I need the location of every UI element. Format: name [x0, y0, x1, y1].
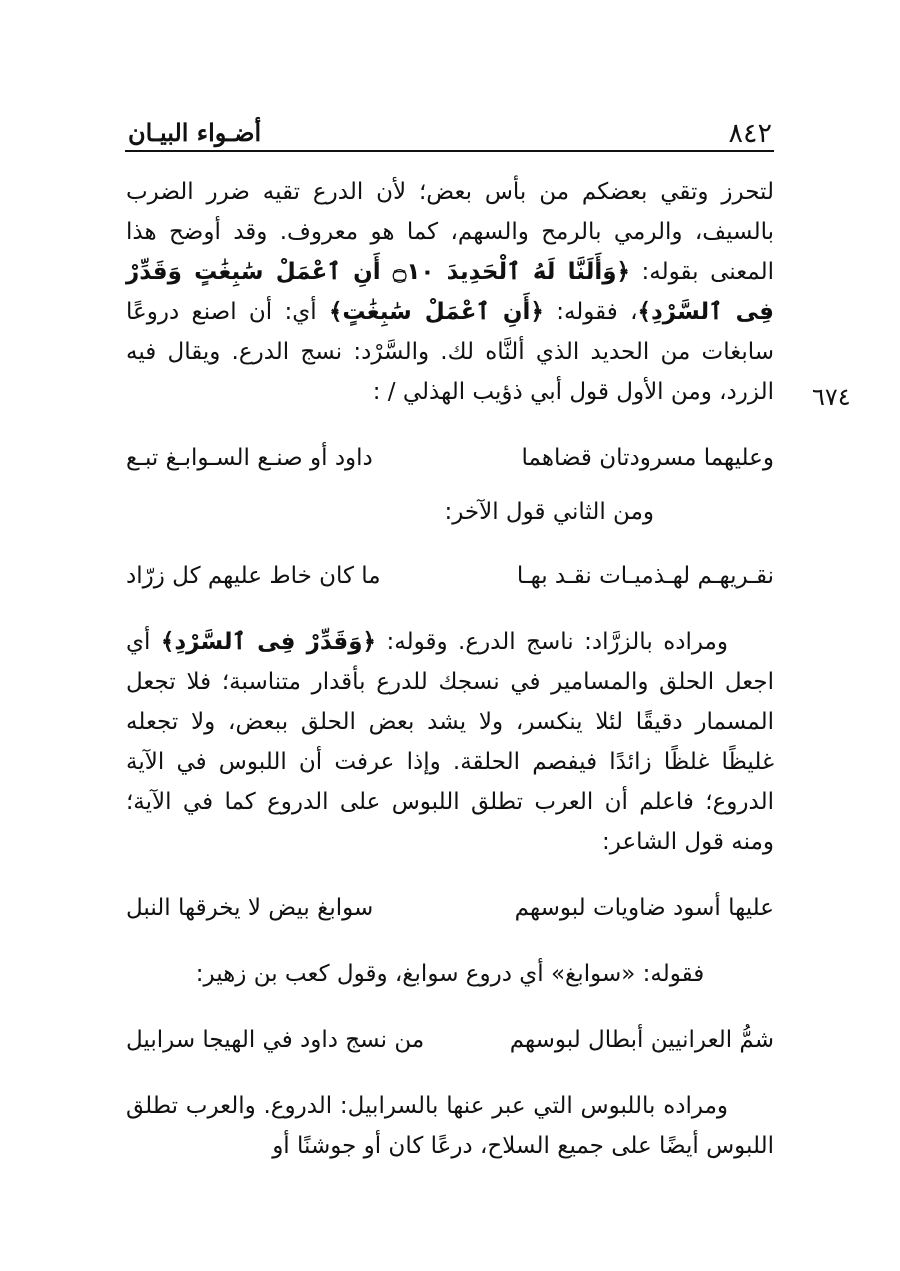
page-body: [126, 172, 774, 1166]
quran-quote-3: ﴿وَقَدِّرْ فِى ٱلسَّرْدِ﴾: [160, 629, 377, 655]
verse-1-second-hemistich: داود أو صنـع السـوابـغ تبـع: [126, 445, 373, 471]
verse-1-first-hemistich: وعليهما مسرودتان قضاهما: [521, 445, 774, 471]
verse-4-first-hemistich: شمُّ العرانيين أبطال لبوسهم: [509, 1027, 774, 1053]
verse-3-first-hemistich: عليها أسود ضاويات لبوسهم: [514, 895, 774, 921]
paragraph-1-text-b: ، فقوله:: [543, 299, 638, 325]
margin-page-marker: ٦٧٤: [812, 383, 851, 411]
poetry-verse-2: [126, 556, 774, 596]
running-title: أضـواء البيـان: [128, 118, 262, 147]
verse-4-second-hemistich: من نسج داود في الهيجا سرابيل: [126, 1027, 425, 1053]
paragraph-2-text-a: ومراده بالزرَّاد: ناسج الدرع. وقوله:: [376, 629, 728, 655]
poetry-verse-3: [126, 888, 774, 928]
verse-3-second-hemistich: سوابغ بيض لا يخرقها النبل: [126, 895, 374, 921]
verse-2-second-hemistich: ما كان خاط عليهم كل زرّاد: [126, 563, 381, 589]
header-rule: [125, 150, 774, 152]
paragraph-3: فقوله: «سوابغ» أي دروع سوابغ، وقول كعب بن زهير:: [195, 961, 705, 987]
paragraph-2: [126, 622, 774, 862]
paragraph-1-text-a: لتحرز وتقي بعضكم من بأس بعض؛ لأن الدرع تقيه ضرر الضرب بالسيف، والرمي بالرمح والسهم، كما هو معروف. وقد أوضح هذا المعنى بقوله:: [126, 179, 774, 285]
paragraph-4: ومراده باللبوس التي عبر عنها بالسرابيل: الدروع. والعرب تطلق اللبوس أيضًا على جميع السلاح، درعًا كان أو جوشنًا أو: [126, 1093, 774, 1159]
poetry-verse-4: [126, 1020, 774, 1060]
verse-2-first-hemistich: نقـريهـم لهـذميـات نقـد بهـا: [516, 563, 774, 589]
poetry-verse-1: [126, 438, 774, 478]
paragraph-1-text-c: أي: أن اصنع دروعًا سابغات من الحديد الذي ألنَّاه لك. والسَّرْد: نسج الدرع. ويقال فيه الزرد، ومن الأول قول أبي ذؤيب الهذلي / :: [126, 299, 774, 405]
page-header: [128, 112, 772, 152]
paragraph-2-text-b: أي اجعل الحلق والمسامير في نسجك للدرع بأقدار متناسبة؛ فلا تجعل المسمار دقيقًا لئلا ينكسر، ولا يشد بعض الحلق ببعض، ولا تجعله غليظًا غلظًا زائدًا فيفصم الحلقة. وإذا عرفت أن اللبوس في الآية الدروع؛ فاعلم أن العرب تطلق اللبوس على الدروع كما في الآية؛ ومنه قول الشاعر:: [126, 629, 774, 855]
page-number: ٨٤٢: [728, 118, 772, 149]
paragraph-1: [126, 172, 774, 412]
intro-line-2: ومن الثاني قول الآخر:: [444, 499, 654, 525]
quran-quote-2: ﴿أَنِ ٱعْمَلْ سَٰبِغَٰتٍ﴾: [328, 299, 544, 325]
quran-quote-1: ﴿وَأَلَنَّا لَهُ ٱلْحَدِيدَ ۝١٠ أَنِ ٱعْمَلْ سَٰبِغَٰتٍ وَقَدِّرْ فِى ٱلسَّرْدِ﴾: [126, 259, 774, 325]
